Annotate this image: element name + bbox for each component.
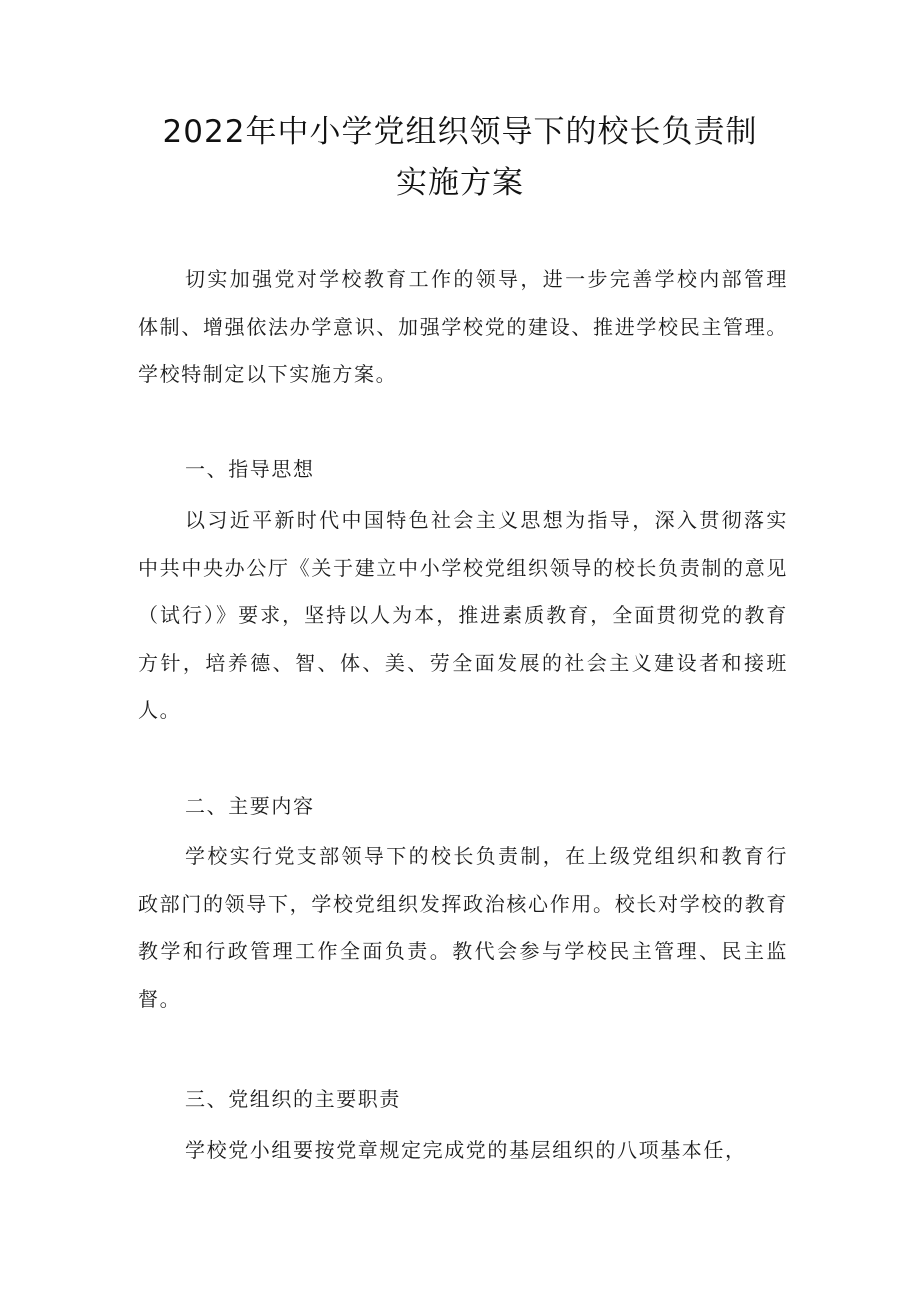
section-heading-guiding-ideology: 一、指导思想 [185, 457, 315, 481]
section-heading-main-content: 二、主要内容 [185, 794, 315, 818]
document-title-line-1: 2022年中小学党组织领导下的校长负责制 [162, 114, 758, 150]
section-body-guiding-ideology: 以习近平新时代中国特色社会主义思想为指导，深入贯彻落实中共中央办公厅《关于建立中小学校党组织领导的校长负责制的意见（试行）》要求，坚持以人为本，推进素质教育，全面贯彻党的教育方针，培养德、智、体、美、劳全面发展的社会主义建设者和接班人。 [138, 508, 788, 722]
document-title-line-2: 实施方案 [396, 165, 524, 201]
intro-paragraph: 切实加强党对学校教育工作的领导，进一步完善学校内部管理体制、增强依法办学意识、加强学校党的建设、推进学校民主管理。学校特制定以下实施方案。 [138, 267, 788, 386]
section-body-party-duties: 学校党小组要按党章规定完成党的基层组织的八项基本任， [185, 1138, 747, 1162]
section-heading-party-duties: 三、党组织的主要职责 [185, 1087, 401, 1111]
section-body-main-content: 学校实行党支部领导下的校长负责制，在上级党组织和教育行政部门的领导下，学校党组织发挥政治核心作用。校长对学校的教育教学和行政管理工作全面负责。教代会参与学校民主管理、民主监督。 [138, 844, 788, 1011]
